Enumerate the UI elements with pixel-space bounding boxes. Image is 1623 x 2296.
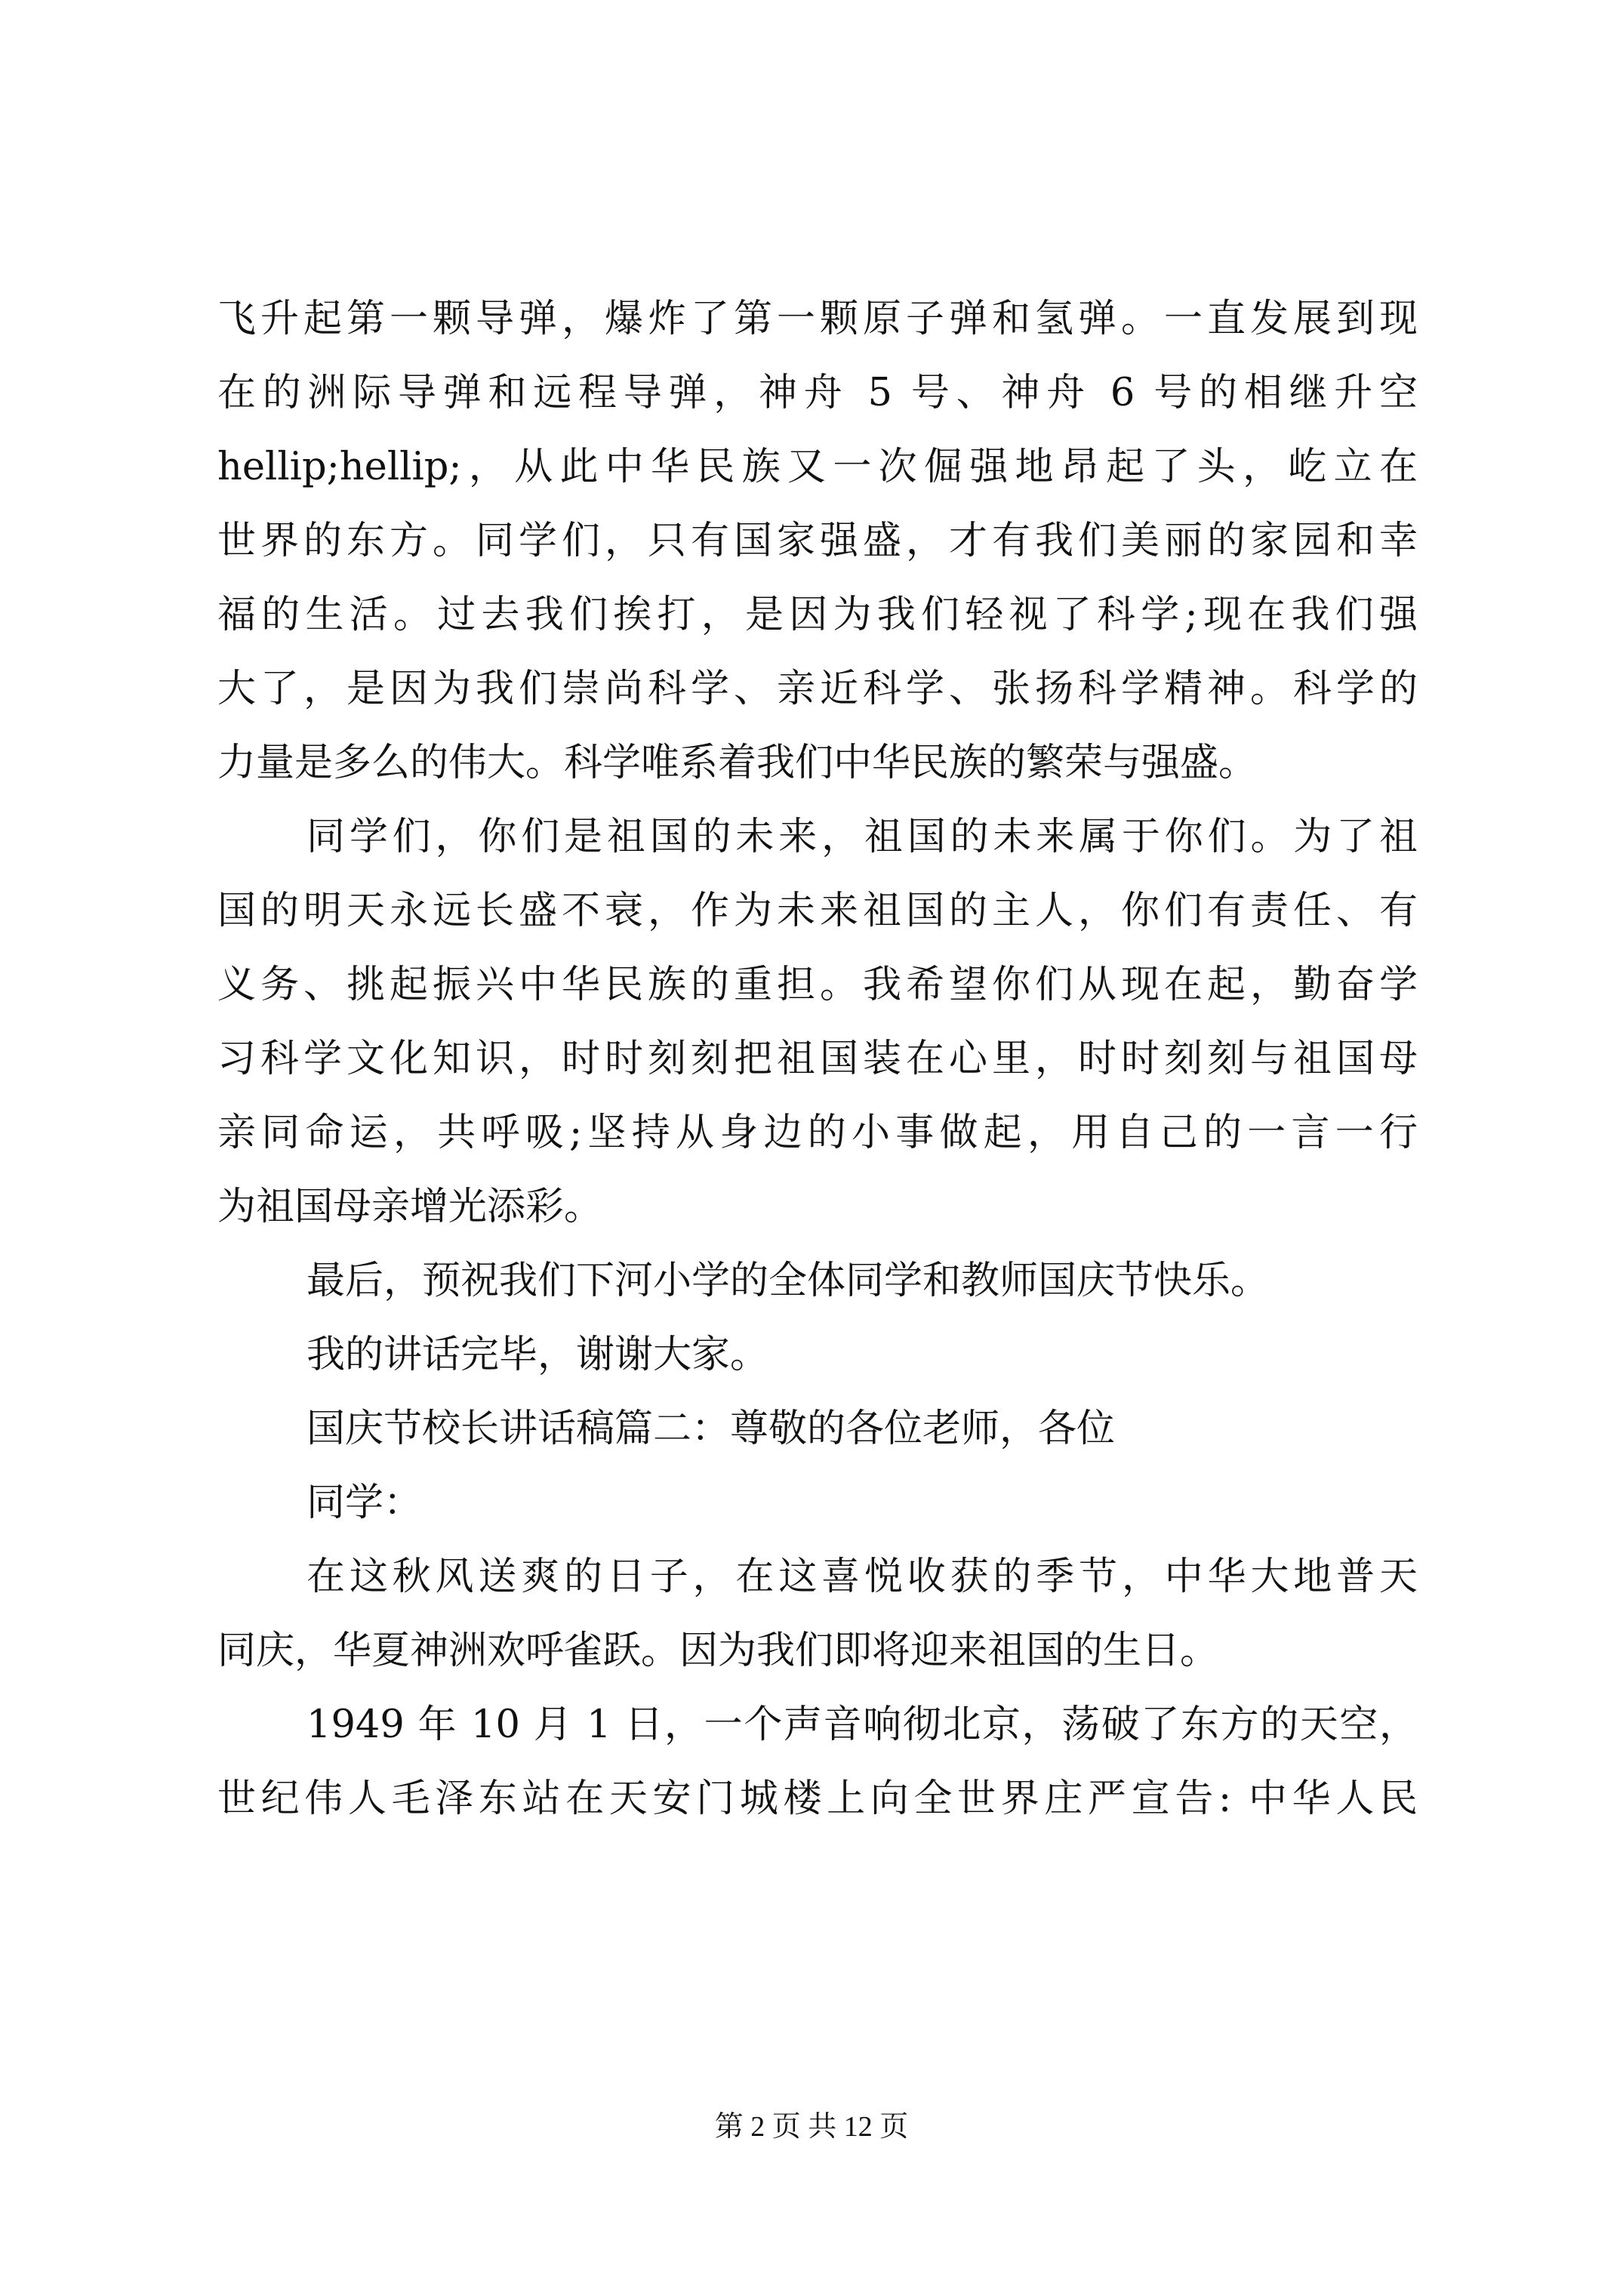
- text-line: 大了，是因为我们崇尚科学、亲近科学、张扬科学精神。科学的: [217, 667, 1418, 711]
- document-body: [217, 282, 1418, 1836]
- text-line: 国的明天永远长盛不衰，作为未来祖国的主人，你们有责任、有: [217, 889, 1418, 933]
- paragraph-start-line: 我的讲话完毕，谢谢大家。: [306, 1333, 769, 1377]
- text-line: hellip;hellip;，从此中华民族又一次倔强地昂起了头，屹立在: [217, 445, 1418, 489]
- page-number-footer: 第 2 页 共 12 页: [714, 2111, 909, 2143]
- paragraph-start-line: 最后，预祝我们下河小学的全体同学和教师国庆节快乐。: [306, 1259, 1270, 1303]
- text-line: 在的洲际导弹和远程导弹，神舟 5 号、神舟 6 号的相继升空: [217, 371, 1418, 415]
- salutation-line: 同学：: [306, 1481, 423, 1525]
- paragraph-start-line: 1949 年 10 月 1 日，一个声音响彻北京，荡破了东方的天空，: [306, 1703, 1418, 1747]
- text-line: 世界的东方。同学们，只有国家强盛，才有我们美丽的家园和幸: [217, 519, 1418, 563]
- paragraph-start-line: 在这秋风送爽的日子，在这喜悦收获的季节，中华大地普天: [306, 1555, 1418, 1599]
- text-line: 飞升起第一颗导弹，爆炸了第一颗原子弹和氢弹。一直发展到现: [217, 297, 1418, 341]
- text-line: 世纪伟人毛泽东站在天安门城楼上向全世界庄严宣告: 中华人民: [217, 1777, 1418, 1821]
- paragraph-start-line: 同学们，你们是祖国的未来，祖国的未来属于你们。为了祖: [306, 815, 1418, 859]
- text-line: 亲同命运，共呼吸;坚持从身边的小事做起，用自己的一言一行: [217, 1111, 1418, 1155]
- text-line: 同庆，华夏神洲欢呼雀跃。因为我们即将迎来祖国的生日。: [217, 1629, 1219, 1673]
- text-line: 习科学文化知识，时时刻刻把祖国装在心里，时时刻刻与祖国母: [217, 1037, 1418, 1081]
- text-line: 福的生活。过去我们挨打，是因为我们轻视了科学;现在我们强: [217, 593, 1418, 637]
- text-line: 为祖国母亲增光添彩。: [217, 1185, 603, 1229]
- section-heading-line: 国庆节校长讲话稿篇二：尊敬的各位老师，各位: [306, 1407, 1116, 1451]
- text-line: 力量是多么的伟大。科学唯系着我们中华民族的繁荣与强盛。: [217, 741, 1258, 785]
- text-line: 义务、挑起振兴中华民族的重担。我希望你们从现在起，勤奋学: [217, 963, 1418, 1007]
